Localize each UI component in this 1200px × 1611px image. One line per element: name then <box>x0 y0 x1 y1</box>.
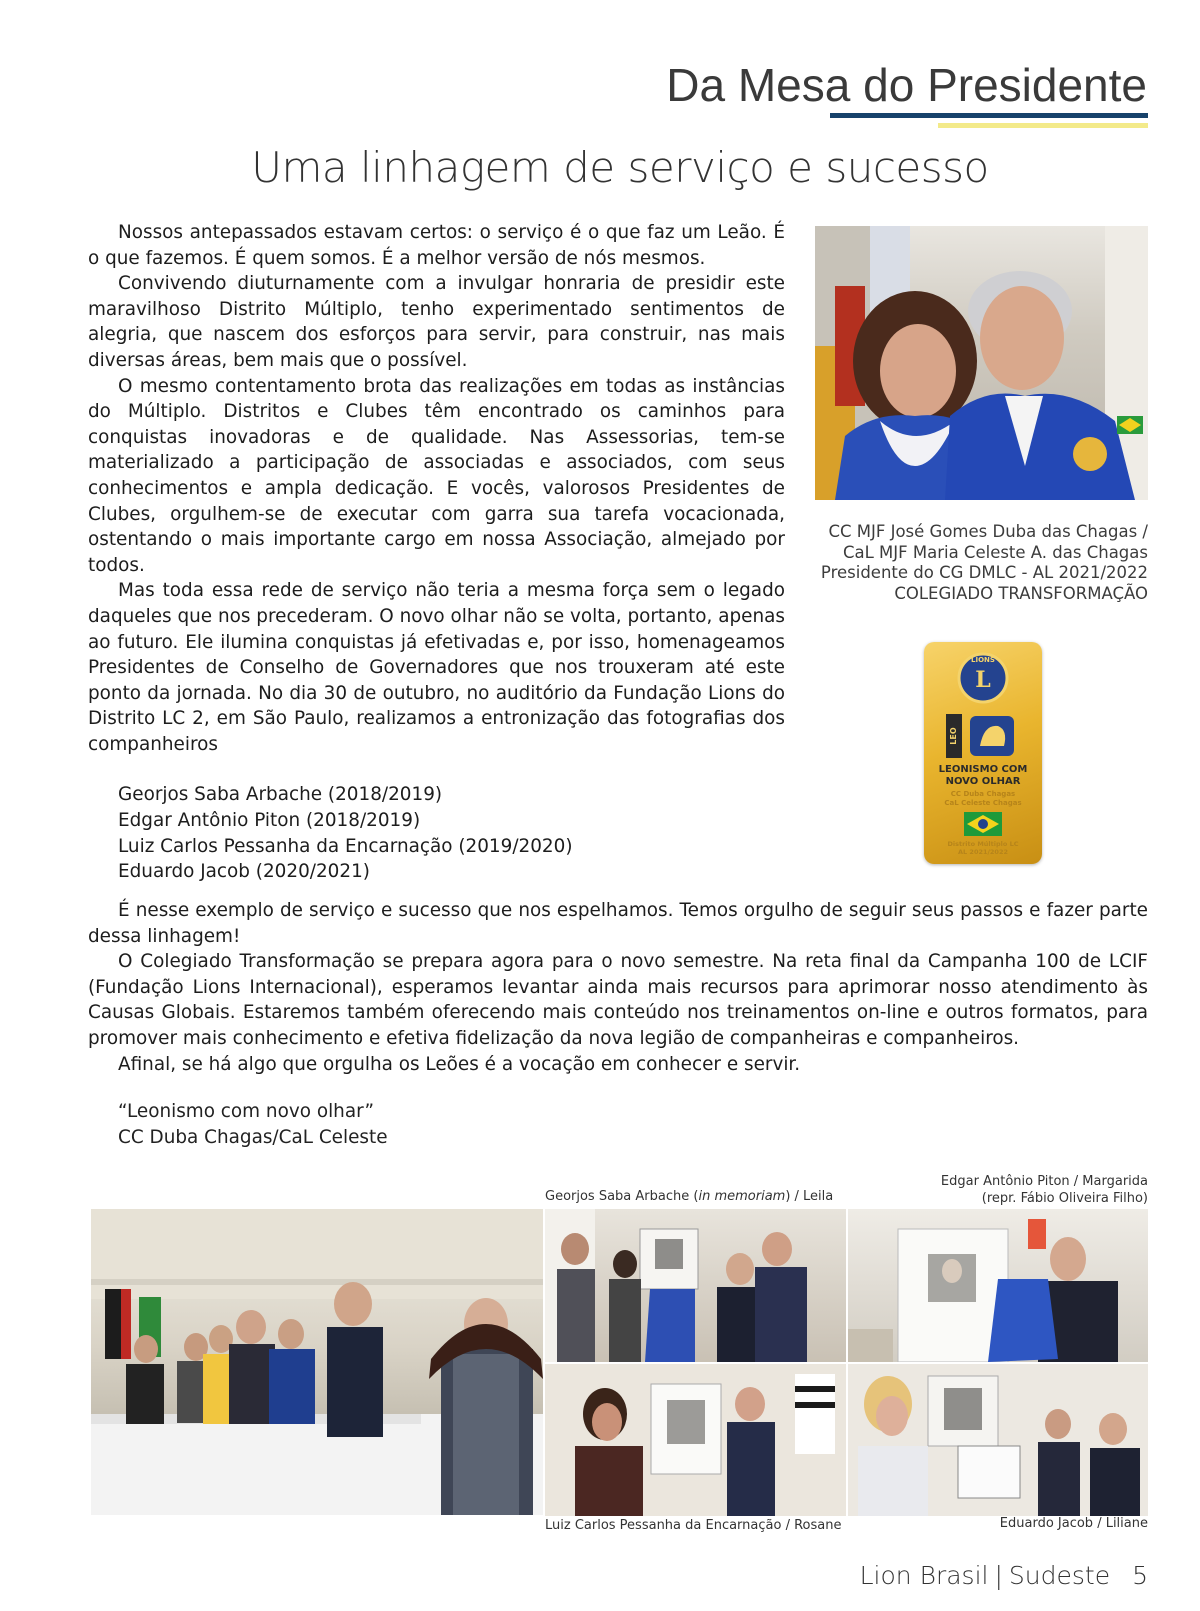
caption-eduardo: Eduardo Jacob / Liliane <box>999 1516 1148 1531</box>
georjos-photo-illustration <box>545 1209 846 1362</box>
caption-edgar <box>941 1174 1148 1207</box>
edition-name: Sudeste <box>1008 1561 1111 1590</box>
pin-line5: Distrito Múltiplo LC <box>947 840 1019 848</box>
honoree-item: Georjos Saba Arbache (2018/2019) <box>118 784 443 806</box>
honoree-item: Luiz Carlos Pessanha da Encarnação (2019/2020) <box>118 835 573 857</box>
section-title: Da Mesa do Presidente <box>666 59 1147 111</box>
edgar-photo-illustration <box>848 1209 1148 1362</box>
caption-georjos-italic: in memoriam <box>698 1189 786 1204</box>
paragraph: Nossos antepassados estavam certos: o serviço é o que faz um Leão. É o que fazemos. É quem somos. É a melhor versão de nós mesmos. <box>88 222 785 269</box>
georjos-photo <box>545 1209 846 1362</box>
paragraph: Convivendo diuturnamente com a invulgar honraria de presidir este maravilhoso Distrito Múltiplo, tenho experimentado sentimentos de alegria, que nascem dos esforços para servir, para construir, nas mais diversas áreas, bem mais que o possível. <box>88 273 785 371</box>
paragraph: O mesmo contentamento brota das realizações em todas as instâncias do Múltiplo. Distritos e Clubes têm encontrado os caminhos para conquistas inovadoras e de qualidade. Nas Assessorias, tem-se materializado a participação de associadas e associados, com seus conhecimentos e ampla dedicação. E vocês, valorosos Presidentes de Clubes, orgulhem-se de executar com garra sua tarefa vocacionada, ostentando o mais importante cargo em nossa Associação, almejado por todos. <box>88 375 785 576</box>
honoree-item: Eduardo Jacob (2020/2021) <box>118 861 370 883</box>
caption-edgar-line1: Edgar Antônio Piton / Margarida <box>940 1174 1148 1189</box>
caption-luiz: Luiz Carlos Pessanha da Encarnação / Rosane <box>545 1518 842 1533</box>
pin-lions-text: LIONS <box>971 656 995 664</box>
page-footer <box>860 1561 1148 1590</box>
edgar-photo <box>848 1209 1148 1362</box>
pin-line3: CC Duba Chagas <box>950 790 1016 798</box>
paragraph: Afinal, se há algo que orgulha os Leões é a vocação em conhecer e servir. <box>118 1053 801 1075</box>
pin-line6: AL 2021/2022 <box>958 848 1008 856</box>
signoff-names: CC Duba Chagas/CaL Celeste <box>118 1126 388 1148</box>
publication-name: Lion Brasil <box>859 1561 989 1590</box>
pin-badge-artwork <box>924 642 1042 864</box>
luiz-photo-illustration <box>545 1364 846 1516</box>
caption-line: CC MJF José Gomes Duba das Chagas / <box>828 522 1148 541</box>
page-number: 5 <box>1132 1561 1148 1590</box>
caption-line: Presidente do CG DMLC - AL 2021/2022 <box>820 563 1148 582</box>
caption-line: COLEGIADO TRANSFORMAÇÃO <box>894 583 1148 603</box>
article-column <box>88 220 785 885</box>
pin-line4: CaL Celeste Chagas <box>944 799 1022 807</box>
signoff-motto: “Leonismo com novo olhar” <box>118 1101 374 1122</box>
honorees-list <box>88 782 785 884</box>
article-headline: Uma linhagem de serviço e sucesso <box>251 143 989 192</box>
ceremony-photo-illustration <box>91 1209 543 1515</box>
presidents-photo-caption <box>812 522 1148 604</box>
paragraph: Mas toda essa rede de serviço não teria a mesma força sem o legado daqueles que nos precederam. O novo olhar não se volta, portanto, apenas ao futuro. Ele ilumina conquistas já efetivadas e, por isso, homenageamos Presidentes de Conselho de Governadores que nos trouxeram até este ponto da jornada. No dia 30 de outubro, no auditório da Fundação Lions do Distrito LC 2, em São Paulo, realizamos a entronização das fotografias dos companheiros <box>88 580 785 755</box>
ceremony-photo <box>91 1209 543 1515</box>
leonismo-pin-badge <box>924 642 1042 864</box>
article-continuation <box>88 898 1148 1077</box>
caption-edgar-line2: (repr. Fábio Oliveira Filho) <box>981 1190 1148 1206</box>
honoree-item: Edgar Antônio Piton (2018/2019) <box>118 810 421 832</box>
eduardo-photo-illustration <box>848 1364 1148 1516</box>
luiz-photo <box>545 1364 846 1516</box>
eduardo-photo <box>848 1364 1148 1516</box>
pin-line2: NOVO OLHAR <box>945 776 1021 787</box>
lions-l-icon: L <box>975 667 991 693</box>
paragraph: O Colegiado Transformação se prepara agora para o novo semestre. Na reta final da Campanha 100 de LCIF (Fundação Lions Internacional), esperamos levantar ainda mais recursos para aprimorar nosso atendimento às Causas Globais. Estaremos também oferecendo mais conteúdo nos treinamentos on-line e outros formatos, para promover mais conhecimento e efetiva fidelização da nova legião de companheiras e companheiros. <box>88 951 1148 1049</box>
caption-georjos <box>545 1189 833 1204</box>
title-underline-yellow <box>938 123 1148 128</box>
pin-leo-text: LEO <box>949 727 958 745</box>
presidents-photo <box>815 226 1148 500</box>
caption-line: CaL MJF Maria Celeste A. das Chagas <box>842 542 1148 562</box>
caption-georjos-name: Georjos Saba Arbache ( <box>545 1189 699 1204</box>
title-underline-blue <box>830 113 1148 118</box>
caption-georjos-rest: ) / Leila <box>785 1189 834 1204</box>
article-signoff <box>118 1099 388 1150</box>
footer-separator: | <box>994 1561 1003 1590</box>
presidents-photo-illustration <box>815 226 1148 500</box>
paragraph: É nesse exemplo de serviço e sucesso que nos espelhamos. Temos orgulho de seguir seus passos e fazer parte dessa linhagem! <box>88 900 1148 947</box>
pin-line1: LEONISMO COM <box>938 764 1028 775</box>
